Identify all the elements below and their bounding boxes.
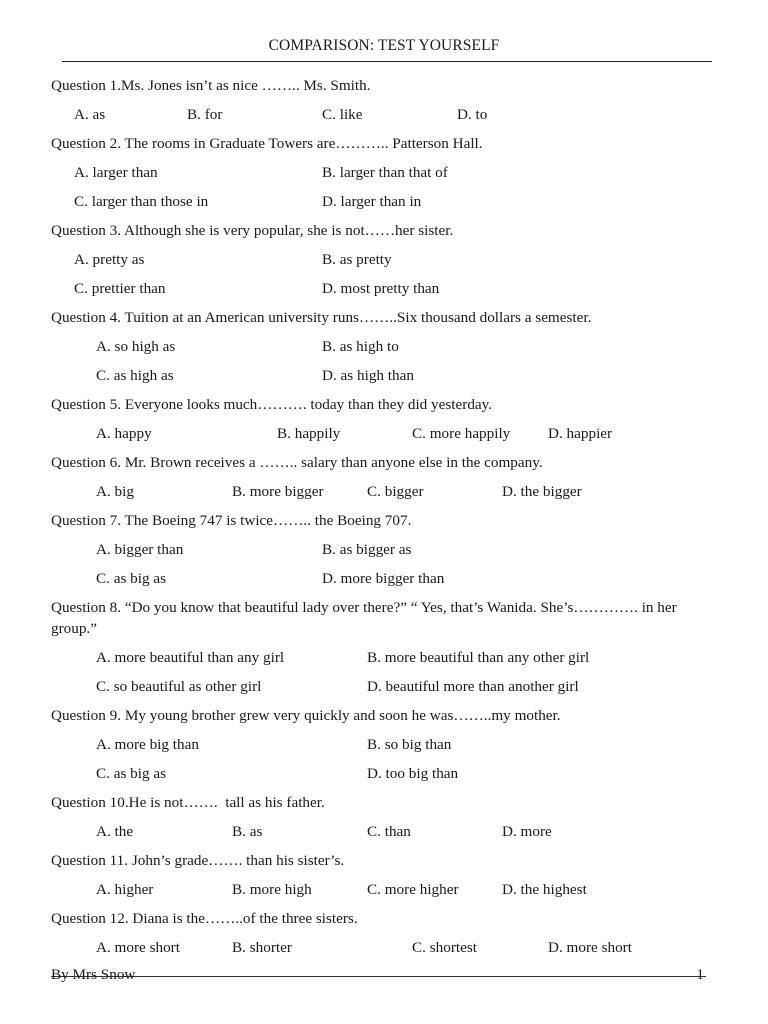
option-b: B. larger than that of xyxy=(322,164,448,181)
option-b: B. as high to xyxy=(322,338,399,355)
question-2-options-row-2 xyxy=(51,187,711,216)
question-5-options xyxy=(51,419,711,448)
question-3-options-row-2 xyxy=(51,274,711,303)
option-b: B. as pretty xyxy=(322,251,392,268)
question-10: Question 10.He is not……. tall as his father. xyxy=(51,794,325,811)
option-a: A. pretty as xyxy=(74,251,145,268)
option-c: C. as high as xyxy=(96,367,174,384)
page-number: 1 xyxy=(696,966,704,983)
option-c: C. as big as xyxy=(96,570,167,587)
option-a: A. bigger than xyxy=(96,541,184,558)
option-c: C. shortest xyxy=(412,939,477,956)
option-b: B. as xyxy=(232,823,263,840)
option-d: D. happier xyxy=(548,425,613,442)
question-1: Question 1.Ms. Jones isn’t as nice …….. Ms. Smith. xyxy=(51,77,371,94)
page-footer xyxy=(51,966,711,990)
question-9-options-row-1 xyxy=(51,730,711,759)
option-c: C. prettier than xyxy=(74,280,166,297)
question-9-options-row-2 xyxy=(51,759,711,788)
option-d: D. the bigger xyxy=(502,483,582,500)
footer-author: By Mrs Snow xyxy=(51,966,136,983)
question-6: Question 6. Mr. Brown receives a …….. salary than anyone else in the company. xyxy=(51,454,543,471)
option-a: A. as xyxy=(74,106,106,123)
question-7-options-row-2 xyxy=(51,564,711,593)
question-1-options xyxy=(51,100,711,129)
option-b: B. for xyxy=(187,106,223,123)
option-d: D. more bigger than xyxy=(322,570,445,587)
option-a: A. so high as xyxy=(96,338,176,355)
question-4: Question 4. Tuition at an American university runs……..Six thousand dollars a semester. xyxy=(51,309,592,326)
page-title: COMPARISON: TEST YOURSELF xyxy=(268,37,500,54)
option-b: B. so big than xyxy=(367,736,452,753)
option-b: B. as bigger as xyxy=(322,541,412,558)
question-3-options-row-1 xyxy=(51,245,711,274)
question-8: Question 8. “Do you know that beautiful lady over there?” “ Yes, that’s Wanida. She’s…………. in her group.” xyxy=(51,599,677,637)
title-divider xyxy=(62,61,712,62)
question-12-options xyxy=(51,933,711,962)
option-a: A. higher xyxy=(96,881,154,898)
question-10-options xyxy=(51,817,711,846)
option-d: D. more xyxy=(502,823,552,840)
question-5: Question 5. Everyone looks much………. today than they did yesterday. xyxy=(51,396,493,413)
option-d: D. the highest xyxy=(502,881,587,898)
option-a: A. larger than xyxy=(74,164,158,181)
option-d: D. to xyxy=(457,106,488,123)
question-8-options-row-2 xyxy=(51,672,711,701)
question-4-options-row-2 xyxy=(51,361,711,390)
option-b: B. happily xyxy=(277,425,341,442)
option-d: D. most pretty than xyxy=(322,280,440,297)
option-a: A. the xyxy=(96,823,134,840)
option-b: B. more beautiful than any other girl xyxy=(367,649,590,666)
question-7-options-row-1 xyxy=(51,535,711,564)
option-c: C. more higher xyxy=(367,881,459,898)
question-11: Question 11. John’s grade……. than his sister’s. xyxy=(51,852,345,869)
option-d: D. as high than xyxy=(322,367,414,384)
option-d: D. more short xyxy=(548,939,632,956)
option-a: A. more beautiful than any girl xyxy=(96,649,285,666)
question-3: Question 3. Although she is very popular, she is not……her sister. xyxy=(51,222,454,239)
option-c: C. than xyxy=(367,823,411,840)
question-list xyxy=(51,71,711,962)
option-d: D. too big than xyxy=(367,765,459,782)
option-a: A. more big than xyxy=(96,736,199,753)
option-c: C. bigger xyxy=(367,483,424,500)
option-b: B. more high xyxy=(232,881,312,898)
question-9: Question 9. My young brother grew very quickly and soon he was……..my mother. xyxy=(51,707,561,724)
footer-rule xyxy=(51,976,706,977)
question-8-options-row-1 xyxy=(51,643,711,672)
option-b: B. more bigger xyxy=(232,483,324,500)
option-c: C. more happily xyxy=(412,425,511,442)
option-c: C. like xyxy=(322,106,363,123)
question-2-options-row-1 xyxy=(51,158,711,187)
question-7: Question 7. The Boeing 747 is twice…….. the Boeing 707. xyxy=(51,512,412,529)
question-6-options xyxy=(51,477,711,506)
option-b: B. shorter xyxy=(232,939,292,956)
question-4-options-row-1 xyxy=(51,332,711,361)
question-12: Question 12. Diana is the……..of the three sisters. xyxy=(51,910,358,927)
question-11-options xyxy=(51,875,711,904)
option-c: C. as big as xyxy=(96,765,167,782)
question-2: Question 2. The rooms in Graduate Towers are……….. Patterson Hall. xyxy=(51,135,483,152)
option-a: A. more short xyxy=(96,939,180,956)
option-c: C. larger than those in xyxy=(74,193,209,210)
option-d: D. beautiful more than another girl xyxy=(367,678,579,695)
option-d: D. larger than in xyxy=(322,193,422,210)
option-c: C. so beautiful as other girl xyxy=(96,678,262,695)
option-a: A. big xyxy=(96,483,134,500)
option-a: A. happy xyxy=(96,425,152,442)
